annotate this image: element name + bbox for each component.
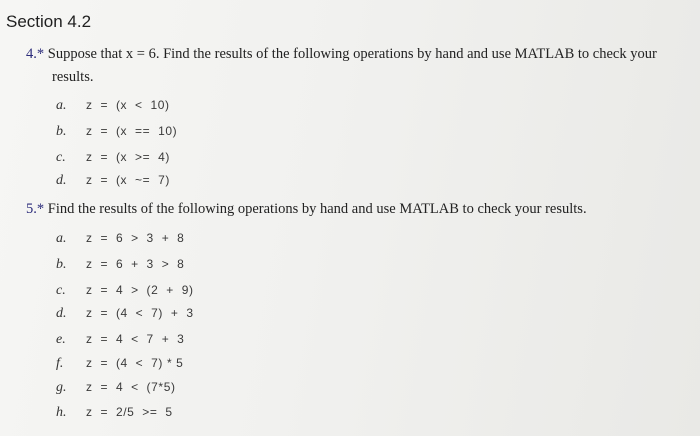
problem-4-item-a xyxy=(56,98,170,116)
item-label: a. xyxy=(56,231,67,246)
problem-5-item-a xyxy=(56,231,184,249)
item-expression: z = 4 > (2 + 9) xyxy=(86,283,194,297)
item-label: c. xyxy=(56,283,66,298)
problem-4-item-c xyxy=(56,150,170,168)
problem-5-item-f xyxy=(56,356,183,374)
item-expression: z = (x == 10) xyxy=(86,124,178,138)
problem-5-item-c xyxy=(56,283,194,301)
problem-5-text: Find the results of the following operations by hand and use MATLAB to check your results. xyxy=(47,201,587,217)
problem-4-item-b xyxy=(56,124,177,142)
item-expression: z = (x < 10) xyxy=(86,98,170,112)
problem-5-item-g xyxy=(56,380,176,398)
item-expression: z = (x ~= 7) xyxy=(86,173,170,187)
item-label: d. xyxy=(56,306,67,321)
item-expression: z = 4 < 7 + 3 xyxy=(86,332,185,346)
item-expression: z = 4 < (7*5) xyxy=(86,380,176,394)
item-label: h. xyxy=(56,405,67,420)
item-label: f. xyxy=(56,356,64,371)
item-label: c. xyxy=(56,150,66,165)
item-expression: z = 2/5 >= 5 xyxy=(86,405,173,419)
item-label: b. xyxy=(56,124,67,139)
item-label: e. xyxy=(56,332,66,347)
problem-4-statement xyxy=(26,46,657,63)
item-expression: z = 6 + 3 > 8 xyxy=(86,257,185,271)
problem-4-text: Suppose that x = 6. Find the results of the following operations by hand and use MATLAB to check your xyxy=(47,46,657,62)
item-expression: z = (4 < 7) * 5 xyxy=(86,356,184,370)
item-label: g. xyxy=(56,380,67,395)
item-expression: z = 6 > 3 + 8 xyxy=(86,231,185,245)
problem-5-item-d xyxy=(56,306,194,324)
item-expression: z = (4 < 7) + 3 xyxy=(86,306,194,320)
problem-5-item-e xyxy=(56,332,184,350)
problem-5-number: 5.* xyxy=(26,201,45,217)
item-label: d. xyxy=(56,173,67,188)
item-expression: z = (x >= 4) xyxy=(86,150,170,164)
item-label: a. xyxy=(56,98,67,113)
problem-5-item-h xyxy=(56,405,173,423)
problem-5-statement xyxy=(26,201,587,218)
item-label: b. xyxy=(56,257,67,272)
problem-4-text-continued: results. xyxy=(52,69,94,85)
problem-4-number: 4.* xyxy=(26,46,45,62)
problem-4-item-d xyxy=(56,173,170,191)
problem-5-item-b xyxy=(56,257,184,275)
section-title: Section 4.2 xyxy=(6,12,92,31)
